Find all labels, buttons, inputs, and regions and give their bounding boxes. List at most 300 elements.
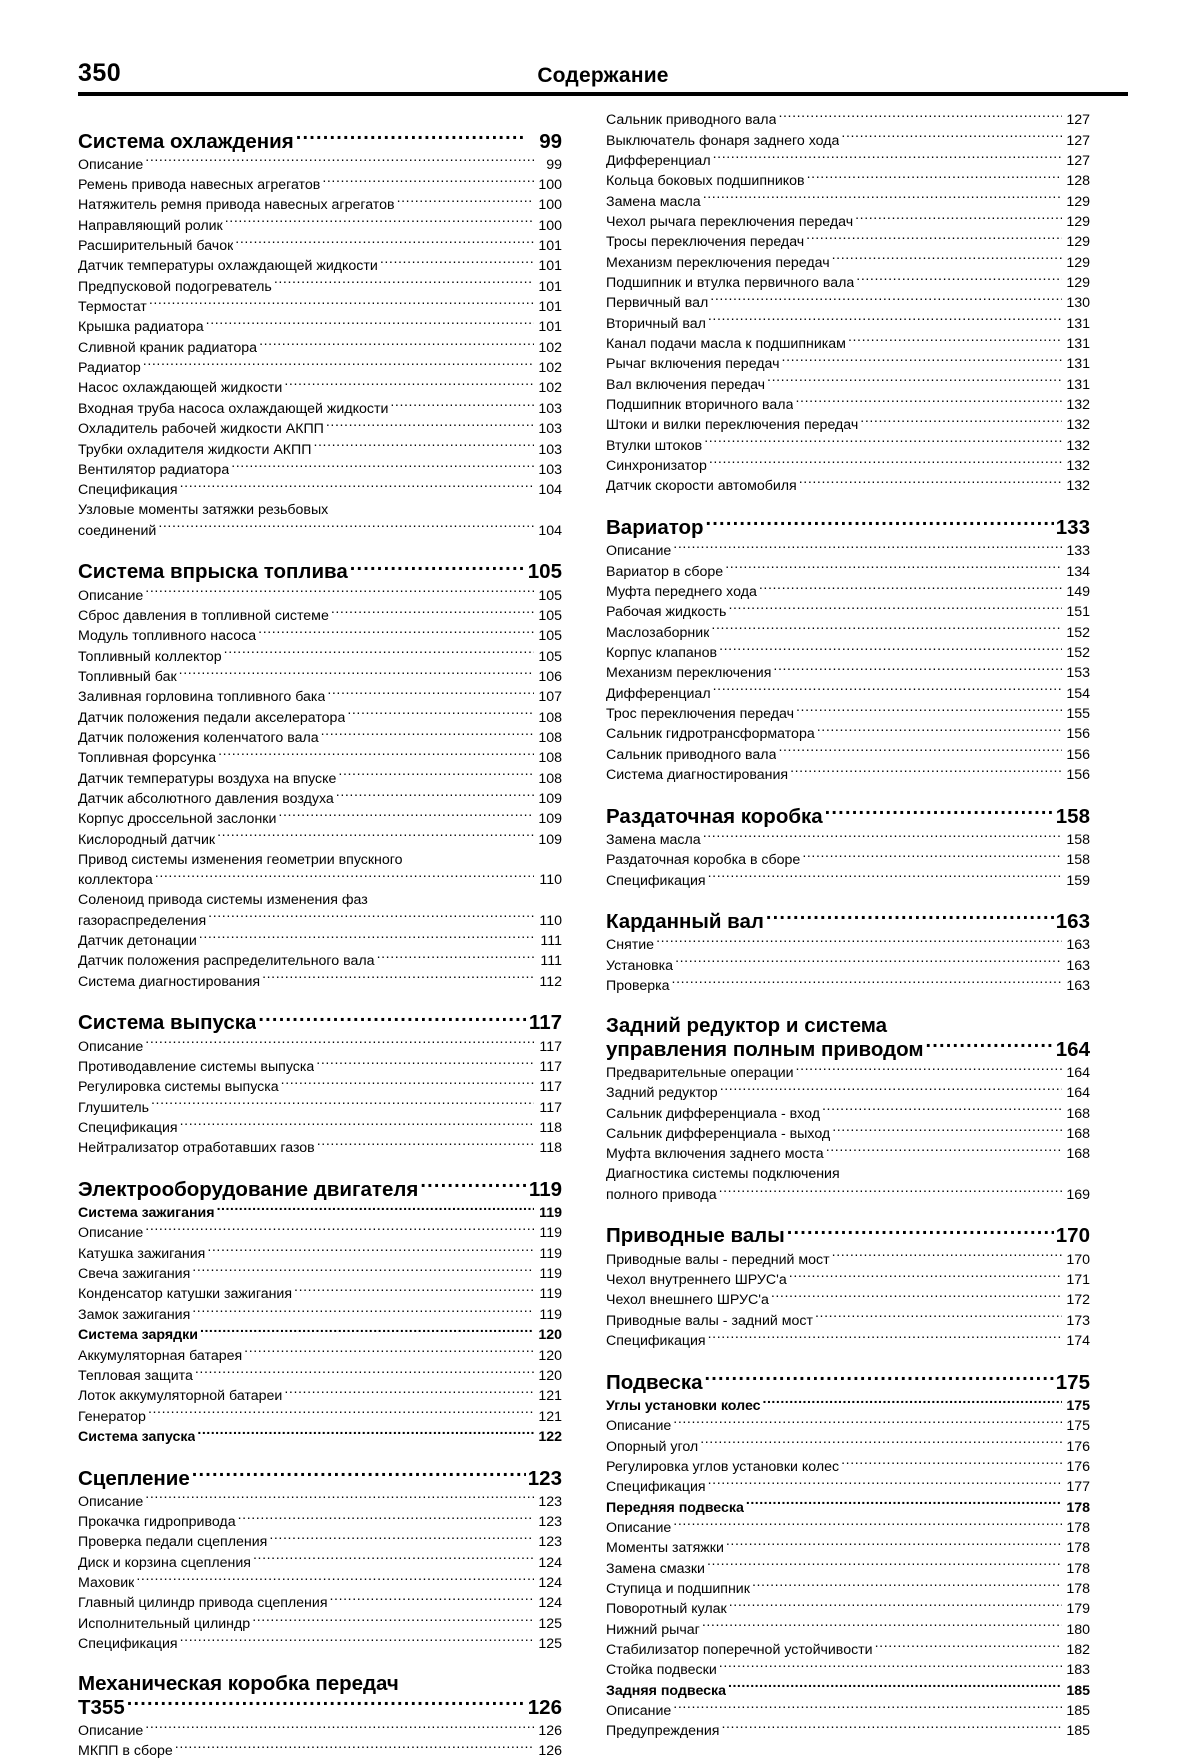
toc-entry-label: Сцепление: [78, 1466, 190, 1490]
toc-entry-label: Входная труба насоса охлаждающей жидкости: [78, 400, 389, 417]
toc-entry[interactable]: [606, 1579, 1090, 1599]
toc-entry[interactable]: [78, 1284, 562, 1304]
toc-entry[interactable]: [78, 1593, 562, 1613]
toc-entry[interactable]: [78, 931, 562, 951]
toc-entry-label: Дифференциал: [606, 152, 711, 169]
toc-leader-dots: [675, 956, 1062, 970]
toc-entry-page: 132: [1066, 437, 1090, 454]
toc-entry[interactable]: [606, 541, 1090, 561]
toc-entry-page: 176: [1066, 1438, 1090, 1455]
toc-entry[interactable]: [78, 626, 562, 646]
toc-entry-label: Приводные валы - задний мост: [606, 1312, 813, 1329]
toc-entry[interactable]: [78, 910, 562, 930]
toc-entry[interactable]: [606, 1416, 1090, 1436]
toc-entry-page: 99: [539, 129, 562, 153]
toc-entry-label: Диагностика системы подключения: [606, 1166, 840, 1183]
toc-entry[interactable]: [78, 768, 562, 788]
toc-entry-page: 178: [1066, 1540, 1090, 1557]
toc-entry[interactable]: [606, 908, 1090, 935]
toc-entry[interactable]: [606, 1477, 1090, 1497]
toc-entry-page: 109: [538, 831, 562, 848]
toc-leader-dots: [231, 460, 534, 474]
toc-entry-page: 123: [538, 1514, 562, 1531]
toc-entry[interactable]: [78, 646, 562, 666]
toc-leader-dots: [145, 1721, 534, 1735]
toc-entry[interactable]: [606, 1660, 1090, 1680]
toc-entry-label: Описание: [78, 1493, 144, 1510]
toc-entry-label: Свеча зажигания: [78, 1266, 191, 1283]
toc-entry-label: Проверка педали сцепления: [78, 1534, 268, 1551]
toc-entry[interactable]: [78, 1036, 562, 1056]
toc-entry-page: 185: [1066, 1723, 1090, 1740]
toc-entry[interactable]: [606, 374, 1090, 394]
toc-entry-label: Корпус дроссельной заслонки: [78, 811, 277, 828]
toc-leader-dots: [796, 704, 1062, 718]
toc-entry-page: 104: [538, 482, 562, 499]
toc-entry-page: 163: [1055, 910, 1090, 934]
toc-entry[interactable]: [78, 1427, 562, 1447]
toc-entry-page: 105: [538, 628, 562, 645]
toc-entry-label: Датчик детонации: [78, 933, 197, 949]
toc-entry[interactable]: [606, 1640, 1090, 1660]
toc-entry-wrapped-line: [78, 850, 562, 870]
toc-entry[interactable]: [78, 1614, 562, 1634]
toc-entry[interactable]: [606, 151, 1090, 171]
toc-leader-dots: [703, 830, 1062, 844]
toc-entry[interactable]: [78, 155, 562, 175]
toc-entry-page: 109: [538, 790, 562, 807]
toc-entry[interactable]: [78, 1244, 562, 1264]
toc-entry-wrapped-line: [78, 890, 562, 910]
toc-entry[interactable]: [78, 1223, 562, 1243]
toc-leader-dots: [713, 683, 1062, 697]
toc-entry-label: Натяжитель ремня привода навесных агрегатов: [78, 197, 395, 214]
toc-entry-page: 118: [539, 1140, 562, 1157]
toc-entry-label: Диск и корзина сцепления: [78, 1554, 251, 1571]
toc-entry-page: 176: [1066, 1458, 1090, 1475]
toc-entry-page: 117: [539, 1038, 562, 1055]
toc-entry[interactable]: [606, 395, 1090, 415]
toc-entry-label: Подшипник и втулка первичного вала: [606, 274, 855, 291]
toc-leader-dots: [235, 236, 534, 250]
toc-entry[interactable]: [78, 606, 562, 626]
toc-entry-page: 130: [1066, 295, 1090, 312]
toc-entry-label: Вариатор в сборе: [606, 563, 724, 580]
toc-entry-page: 117: [539, 1079, 562, 1096]
toc-entry-label: Корпус клапанов: [606, 644, 718, 661]
toc-entry-page: 103: [538, 400, 562, 417]
toc-entry[interactable]: [78, 1203, 562, 1223]
toc-entry-label: Синхронизатор: [606, 458, 707, 475]
toc-entry[interactable]: [78, 748, 562, 768]
toc-entry[interactable]: [606, 354, 1090, 374]
toc-entry[interactable]: [78, 707, 562, 727]
toc-entry-label: Штоки и вилки переключения передач: [606, 417, 859, 434]
toc-entry[interactable]: [606, 232, 1090, 252]
toc-entry[interactable]: [78, 127, 562, 154]
toc-entry[interactable]: [606, 1457, 1090, 1477]
toc-entry[interactable]: [78, 1138, 562, 1158]
toc-entry[interactable]: [606, 1599, 1090, 1619]
toc-entry-page: 127: [1066, 152, 1090, 169]
toc-entry[interactable]: [78, 195, 562, 215]
toc-leader-dots: [708, 870, 1062, 884]
toc-entry-label: Противодавление системы выпуска: [78, 1058, 315, 1075]
toc-entry[interactable]: [78, 728, 562, 748]
toc-leader-dots: [802, 850, 1062, 864]
toc-entry-page: 164: [1066, 1064, 1090, 1081]
toc-entry[interactable]: [606, 935, 1090, 955]
toc-entry[interactable]: [78, 521, 562, 541]
toc-entry-label: Спецификация: [78, 482, 178, 499]
toc-entry-page: 129: [1066, 274, 1090, 291]
toc-entry[interactable]: [78, 1175, 562, 1202]
toc-entry[interactable]: [606, 476, 1090, 496]
toc-entry-label: Замена масла: [606, 831, 701, 848]
toc-entry[interactable]: [606, 293, 1090, 313]
toc-entry[interactable]: [606, 704, 1090, 724]
toc-entry[interactable]: [606, 582, 1090, 602]
toc-entry[interactable]: [606, 1518, 1090, 1538]
toc-entry[interactable]: [78, 1406, 562, 1426]
toc-entry-label: соединений: [78, 522, 157, 539]
toc-entry[interactable]: [78, 1305, 562, 1325]
toc-entry[interactable]: [606, 1222, 1090, 1249]
toc-entry-label: Система зажигания: [78, 1205, 215, 1222]
toc-leader-dots: [296, 127, 526, 148]
toc-entry-wrapped-line: [78, 500, 562, 520]
toc-entry[interactable]: [606, 514, 1090, 541]
toc-entry[interactable]: [78, 789, 562, 809]
toc-leader-dots: [145, 1223, 534, 1237]
toc-entry[interactable]: [606, 683, 1090, 703]
toc-leader-dots: [145, 1492, 534, 1506]
toc-leader-dots: [713, 151, 1062, 165]
toc-entry-page: 118: [539, 1119, 562, 1136]
toc-leader-dots: [225, 216, 534, 230]
toc-entry-label: Втулки штоков: [606, 437, 703, 454]
toc-entry[interactable]: [78, 1492, 562, 1512]
toc-entry-label: Нейтрализатор отработавших газов: [78, 1140, 315, 1157]
toc-entry-label: Т355: [78, 1695, 125, 1719]
toc-entry-label: Чехол рычага переключения передач: [606, 213, 854, 230]
toc-entry-page: 105: [538, 648, 562, 665]
running-head: [78, 52, 1128, 86]
toc-entry[interactable]: [78, 216, 562, 236]
toc-entry-page: 132: [1066, 478, 1090, 495]
toc-entry-page: 134: [1066, 563, 1090, 580]
toc-entry-page: 108: [538, 770, 562, 787]
toc-entry-label: газораспределения: [78, 912, 207, 929]
toc-entry[interactable]: [606, 1249, 1090, 1269]
toc-entry-page: 124: [538, 1575, 562, 1592]
toc-entry[interactable]: [78, 460, 562, 480]
toc-entry[interactable]: [606, 1103, 1090, 1123]
toc-leader-dots: [148, 1406, 534, 1420]
toc-leader-dots: [238, 1512, 534, 1526]
toc-chapter-title-line: Задний редуктор и система: [606, 1014, 888, 1038]
toc-leader-dots: [195, 1366, 534, 1380]
toc-leader-dots: [192, 1464, 526, 1485]
toc-entry[interactable]: [606, 191, 1090, 211]
toc-entry[interactable]: [78, 439, 562, 459]
toc-entry-label: Датчик положения педали акселератора: [78, 709, 346, 726]
toc-leader-dots: [326, 419, 534, 433]
toc-column-left: [78, 110, 562, 1760]
toc-entry[interactable]: [606, 334, 1090, 354]
toc-entry[interactable]: [78, 399, 562, 419]
toc-entry-label: Углы установки колес: [606, 1397, 761, 1414]
toc-entry[interactable]: [78, 1077, 562, 1097]
toc-entry[interactable]: [606, 1680, 1090, 1700]
toc-entry[interactable]: [606, 130, 1090, 150]
toc-entry[interactable]: [606, 1124, 1090, 1144]
toc-entry[interactable]: [606, 1619, 1090, 1639]
toc-leader-dots: [778, 744, 1062, 758]
toc-entry-page: 101: [538, 278, 562, 295]
toc-entry-page: 163: [1066, 978, 1090, 995]
toc-entry[interactable]: [78, 1741, 562, 1761]
toc-leader-dots: [726, 1538, 1062, 1552]
toc-entry[interactable]: [606, 1721, 1090, 1741]
toc-leader-dots: [258, 626, 534, 640]
toc-entry[interactable]: [606, 273, 1090, 293]
toc-leader-dots: [313, 439, 534, 453]
page-title: Содержание: [537, 64, 669, 87]
toc-entry[interactable]: [78, 1512, 562, 1532]
toc-entry[interactable]: [78, 870, 562, 890]
toc-entry-page: 123: [538, 1534, 562, 1551]
toc-entry-page: 179: [1066, 1601, 1090, 1618]
toc-entry[interactable]: [606, 622, 1090, 642]
toc-entry[interactable]: [606, 252, 1090, 272]
toc-leader-dots: [200, 1325, 534, 1339]
toc-entry[interactable]: [606, 850, 1090, 870]
toc-entry-label: Прокачка гидропривода: [78, 1514, 236, 1531]
toc-leader-dots: [826, 1144, 1062, 1158]
toc-entry[interactable]: [78, 1386, 562, 1406]
toc-entry[interactable]: [606, 1396, 1090, 1416]
toc-leader-dots: [796, 1063, 1062, 1077]
toc-entry[interactable]: [606, 561, 1090, 581]
toc-entry[interactable]: [606, 744, 1090, 764]
toc-leader-dots: [206, 317, 534, 331]
toc-leader-dots: [330, 1593, 535, 1607]
toc-leader-dots: [145, 155, 534, 169]
toc-entry-page: 117: [539, 1058, 562, 1075]
toc-entry[interactable]: [606, 1270, 1090, 1290]
toc-entry-page: 172: [1066, 1292, 1090, 1309]
toc-entry-page: 100: [538, 197, 562, 214]
toc-entry[interactable]: [606, 870, 1090, 890]
toc-entry-label: Выключатель фонаря заднего хода: [606, 132, 840, 149]
toc-leader-dots: [327, 687, 534, 701]
toc-entry-page: 103: [538, 441, 562, 458]
toc-entry-label: Спецификация: [606, 1479, 706, 1496]
toc-entry-page: 168: [1066, 1146, 1090, 1163]
toc-leader-dots: [269, 1532, 534, 1546]
toc-entry[interactable]: [606, 212, 1090, 232]
toc-entry[interactable]: [78, 1366, 562, 1386]
toc-entry-page: 112: [539, 973, 562, 990]
toc-entry[interactable]: [606, 313, 1090, 333]
toc-entry[interactable]: [606, 1558, 1090, 1578]
toc-entry-page: 101: [538, 299, 562, 316]
toc-entry[interactable]: [606, 1368, 1090, 1395]
toc-leader-dots: [284, 1386, 534, 1400]
toc-entry[interactable]: [78, 1532, 562, 1552]
toc-leader-dots: [224, 646, 534, 660]
toc-entry-page: 102: [538, 380, 562, 397]
toc-leader-dots: [817, 724, 1062, 738]
toc-entry-page: 119: [539, 1306, 562, 1323]
toc-entry[interactable]: [606, 1538, 1090, 1558]
toc-entry-page: 119: [528, 1177, 562, 1201]
toc-entry-page: 105: [538, 587, 562, 604]
toc-leader-dots: [197, 1427, 534, 1441]
toc-entry-label: Датчик положения распределительного вала: [78, 953, 375, 970]
toc-entry-page: 133: [1066, 543, 1090, 560]
toc-entry[interactable]: [78, 277, 562, 297]
toc-entry[interactable]: [78, 972, 562, 992]
toc-entry[interactable]: [78, 1325, 562, 1345]
toc-entry-label: Канал подачи масла к подшипникам: [606, 335, 846, 352]
toc-entry-label: Модуль топливного насоса: [78, 628, 257, 645]
toc-entry[interactable]: [606, 1701, 1090, 1721]
toc-entry[interactable]: [78, 829, 562, 849]
toc-entry-page: 100: [538, 217, 562, 234]
toc-leader-dots: [703, 191, 1062, 205]
toc-leader-dots: [259, 338, 534, 352]
toc-leader-dots: [708, 313, 1062, 327]
toc-entry[interactable]: [606, 976, 1090, 996]
toc-entry-label: Замена масла: [606, 193, 701, 210]
toc-entry[interactable]: [78, 1345, 562, 1365]
toc-entry-label: Проверка: [606, 978, 670, 995]
toc-entry-page: 132: [1066, 417, 1090, 434]
toc-entry[interactable]: [78, 667, 562, 687]
toc-entry[interactable]: [78, 338, 562, 358]
toc-entry-page: 101: [538, 238, 562, 255]
toc-entry[interactable]: [78, 1118, 562, 1138]
toc-entry[interactable]: [606, 602, 1090, 622]
toc-entry-label: Соленоид привода системы изменения фаз: [78, 892, 368, 909]
toc-entry[interactable]: [78, 236, 562, 256]
toc-entry[interactable]: [78, 1693, 562, 1720]
toc-entry-label: Опорный угол: [606, 1438, 699, 1455]
toc-entry-label: Раздаточная коробка: [606, 804, 823, 828]
toc-entry[interactable]: [78, 1264, 562, 1284]
toc-entry[interactable]: [606, 802, 1090, 829]
toc-entry-label: Карданный вал: [606, 910, 764, 934]
toc-entry[interactable]: [78, 175, 562, 195]
toc-entry[interactable]: [78, 951, 562, 971]
toc-entry[interactable]: [606, 1144, 1090, 1164]
toc-entry[interactable]: [78, 378, 562, 398]
toc-entry[interactable]: [606, 1436, 1090, 1456]
toc-entry[interactable]: [606, 171, 1090, 191]
toc-entry[interactable]: [78, 419, 562, 439]
toc-entry[interactable]: [78, 1553, 562, 1573]
toc-entry-page: 131: [1066, 356, 1090, 373]
toc-entry[interactable]: [606, 663, 1090, 683]
toc-entry[interactable]: [606, 415, 1090, 435]
toc-entry[interactable]: [78, 1721, 562, 1741]
toc-entry[interactable]: [78, 585, 562, 605]
toc-entry[interactable]: [78, 1573, 562, 1593]
toc-entry[interactable]: [78, 1464, 562, 1491]
toc-entry[interactable]: [606, 436, 1090, 456]
toc-entry-page: 185: [1066, 1703, 1090, 1719]
toc-entry-label: Установка: [606, 957, 674, 974]
toc-leader-dots: [158, 521, 534, 535]
toc-entry[interactable]: [606, 1185, 1090, 1205]
toc-entry[interactable]: [606, 1063, 1090, 1083]
toc-entry[interactable]: [78, 317, 562, 337]
toc-entry-label: Приводные валы - передний мост: [606, 1251, 830, 1268]
toc-entry-page: 131: [1066, 315, 1090, 332]
toc-entry-label: Расширительный бачок: [78, 238, 234, 255]
toc-entry-label: Маслозаборник: [606, 624, 710, 641]
toc-entry[interactable]: [78, 256, 562, 276]
toc-entry-label: Крышка радиатора: [78, 319, 204, 336]
toc-entry[interactable]: [606, 956, 1090, 976]
toc-entry[interactable]: [606, 456, 1090, 476]
toc-entry[interactable]: [78, 558, 562, 585]
toc-entry-label: Предварительные операции: [606, 1064, 794, 1081]
toc-entry-label: Датчик абсолютного давления воздуха: [78, 790, 334, 807]
toc-leader-dots: [860, 415, 1062, 429]
toc-entry-page: 158: [1055, 804, 1090, 828]
toc-entry[interactable]: [606, 1497, 1090, 1517]
toc-leader-dots: [672, 976, 1062, 990]
toc-entry-label: Муфта включения заднего моста: [606, 1146, 824, 1163]
toc-entry-page: 175: [1066, 1397, 1090, 1414]
toc-leader-dots: [787, 1222, 1054, 1243]
toc-entry-page: 149: [1066, 583, 1090, 600]
toc-entry[interactable]: [78, 297, 562, 317]
toc-entry[interactable]: [78, 687, 562, 707]
toc-entry[interactable]: [606, 1310, 1090, 1330]
toc-entry[interactable]: [606, 1035, 1090, 1062]
toc-entry[interactable]: [78, 1097, 562, 1117]
toc-entry-page: 108: [538, 750, 562, 767]
toc-entry-label: Маховик: [78, 1575, 135, 1592]
toc-entry[interactable]: [78, 1634, 562, 1654]
toc-entry[interactable]: [606, 643, 1090, 663]
toc-entry[interactable]: [78, 480, 562, 500]
toc-entry[interactable]: [78, 809, 562, 829]
toc-entry[interactable]: [606, 765, 1090, 785]
toc-entry[interactable]: [78, 1057, 562, 1077]
toc-entry[interactable]: [78, 1009, 562, 1036]
toc-entry[interactable]: [606, 1290, 1090, 1310]
toc-leader-dots: [725, 561, 1062, 575]
toc-entry[interactable]: [606, 1083, 1090, 1103]
toc-entry[interactable]: [606, 724, 1090, 744]
toc-entry-label: Сальник приводного вала: [606, 112, 777, 129]
toc-entry[interactable]: [606, 110, 1090, 130]
toc-entry[interactable]: [606, 1331, 1090, 1351]
toc-entry-page: 154: [1066, 685, 1090, 702]
toc-entry-label: Регулировка системы выпуска: [78, 1079, 279, 1096]
toc-entry[interactable]: [606, 830, 1090, 850]
toc-entry-label: Описание: [78, 1038, 144, 1055]
toc-leader-dots: [708, 1477, 1062, 1491]
toc-leader-dots: [832, 252, 1062, 266]
toc-entry[interactable]: [78, 358, 562, 378]
toc-entry-page: 127: [1066, 132, 1090, 149]
